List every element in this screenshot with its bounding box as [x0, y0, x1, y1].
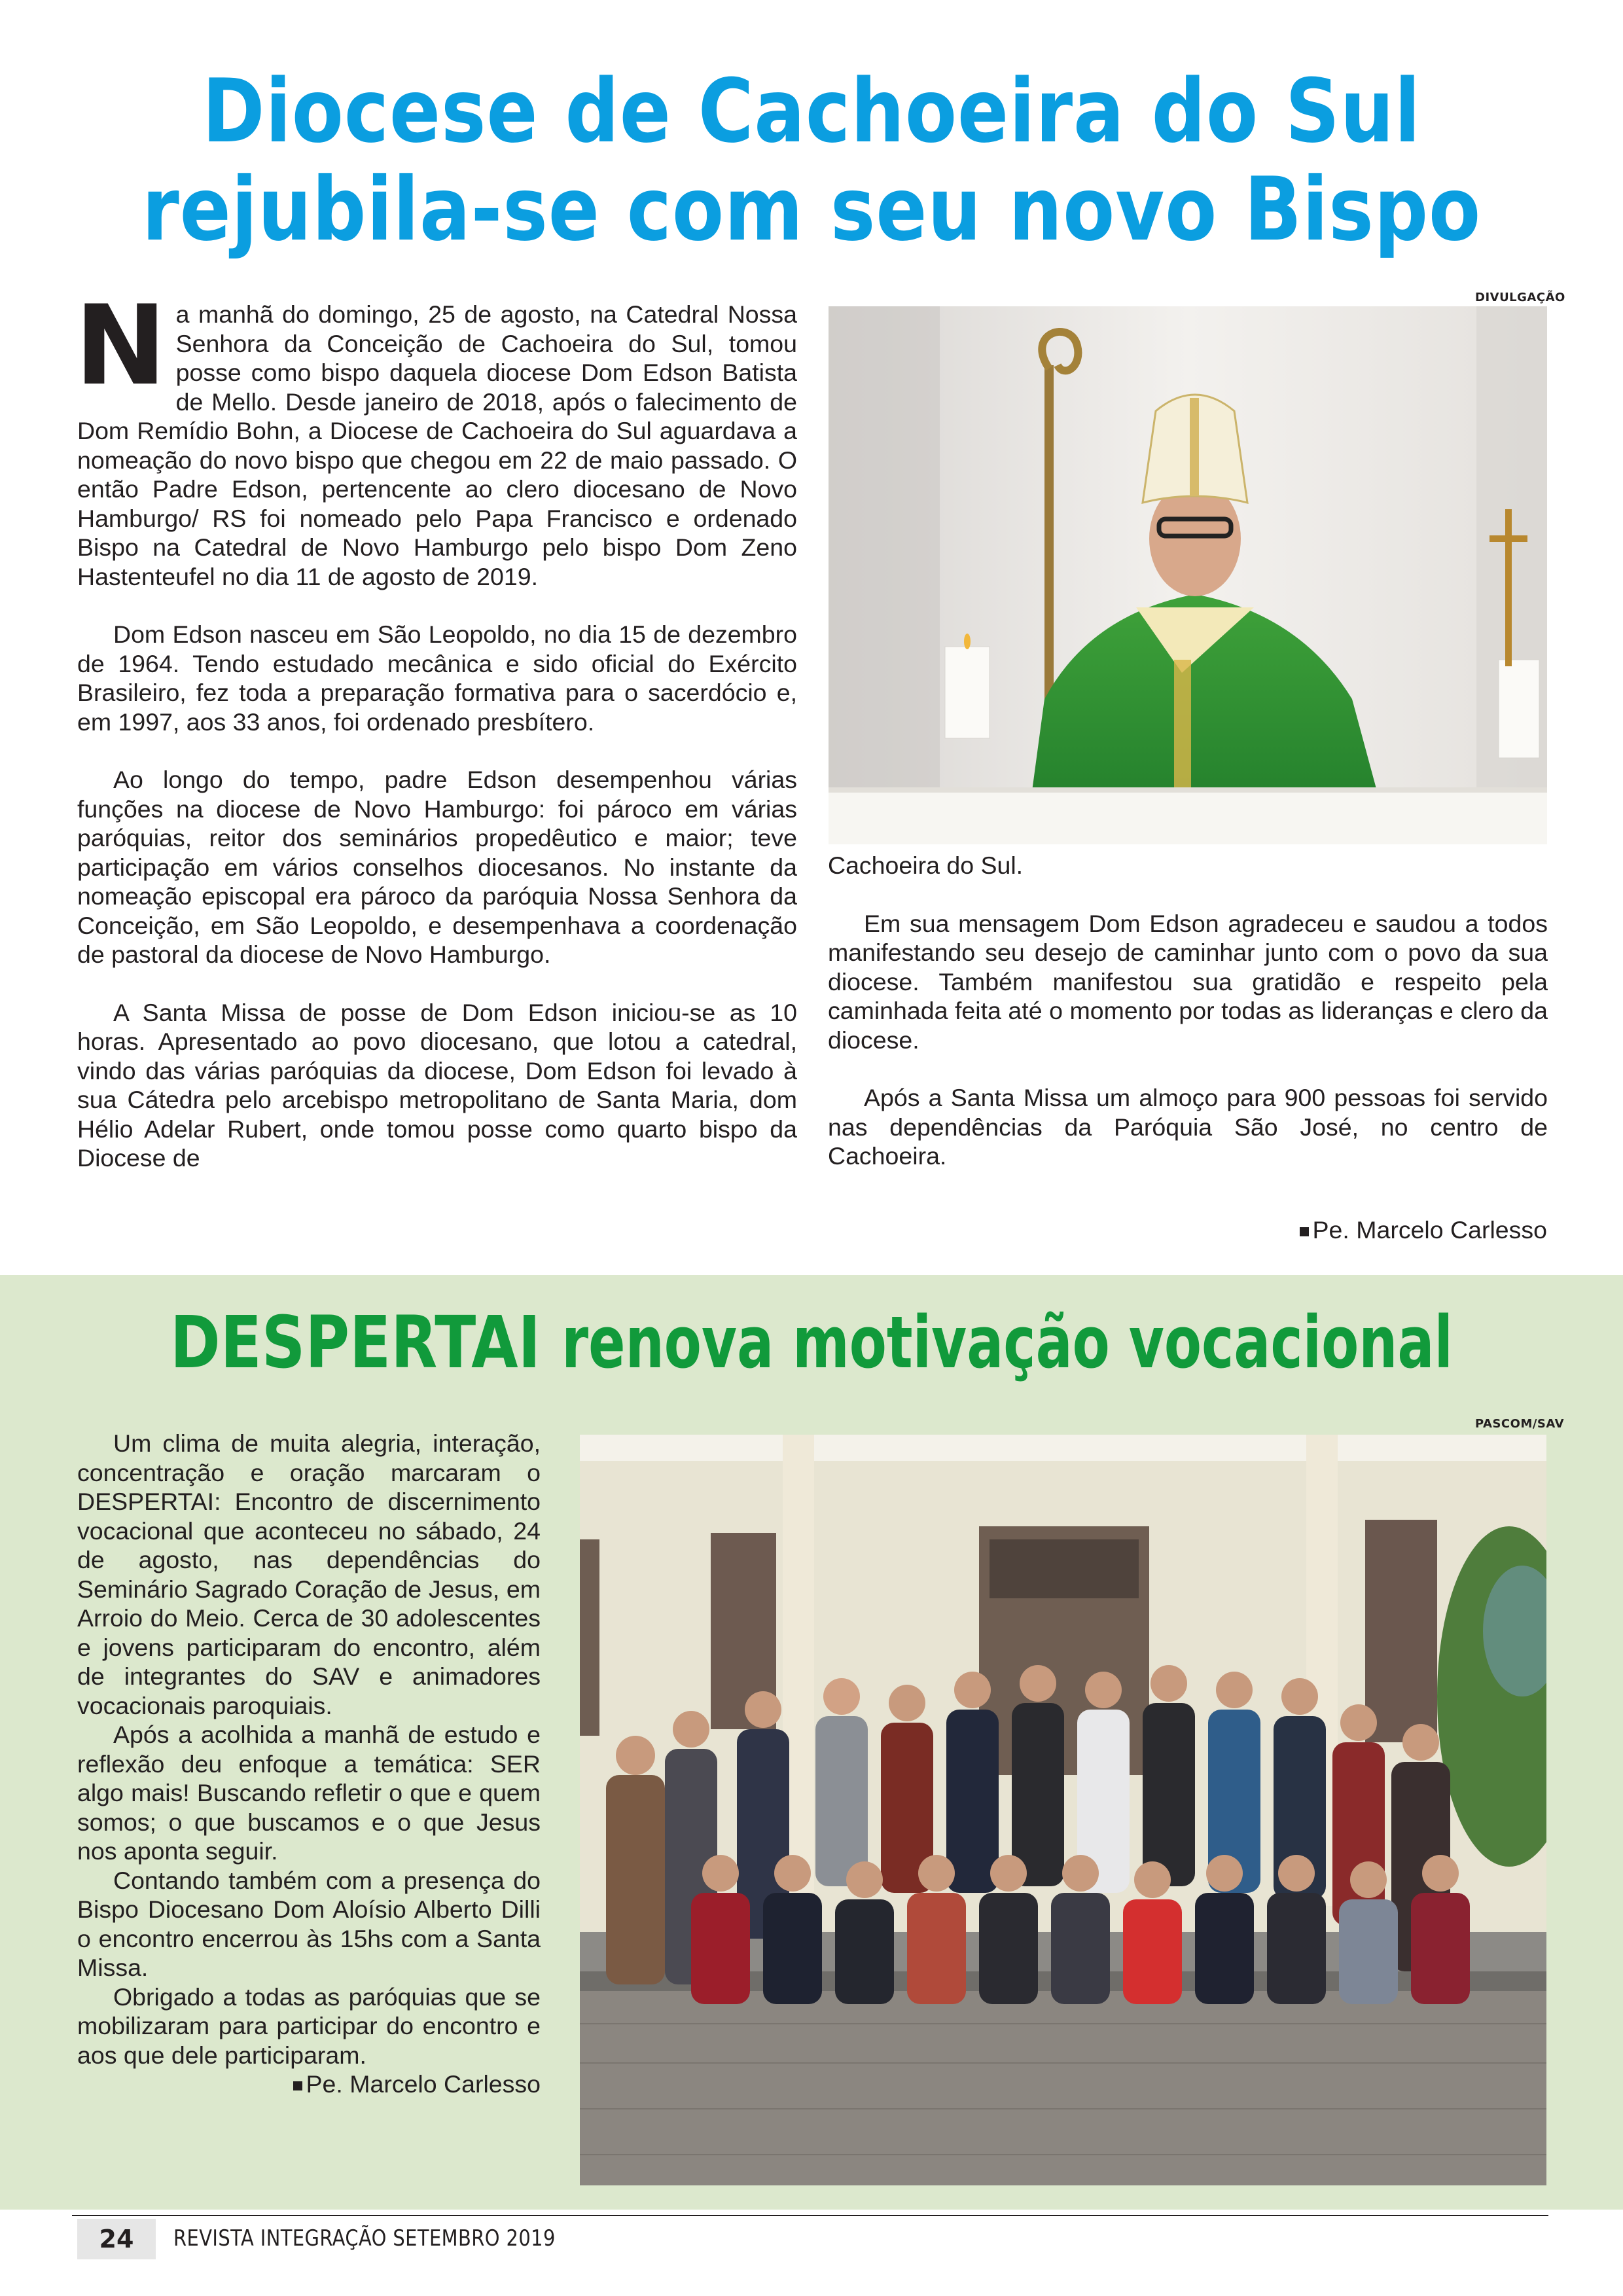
footer-rule [72, 2215, 1548, 2216]
article1-headline [114, 62, 1510, 259]
article1-author: Pe. Marcelo Carlesso [1300, 1216, 1547, 1244]
article2-paragraph-1: Um clima de muita alegria, interação, concentração e oração marcaram o DESPERTAI: Encontro de discernimento vocacional que aconteceu no sábado, 24 de agosto, nas dependências do Seminário Sagrado Coração de Jesus, em Arroio do Meio. Cerca de 30 adolescentes e jovens participaram do encontro, além de integrantes do SAV e animadores vocacionais paroquiais. [77, 1429, 541, 1719]
page-number: 24 [77, 2219, 156, 2259]
article1-paragraph-3: Ao longo do tempo, padre Edson desempenhou várias funções na diocese de Novo Hamburgo: foi pároco em várias paróquias, reitor dos seminários propedêutico e maior; teve participação em vários conselhos diocesanos. No instante da nomeação episcopal era pároco da paróquia Nossa Senhora da Conceição, em São Leopoldo, e desempenhava a coordenação de pastoral da diocese de Novo Hamburgo. [77, 766, 797, 968]
article1-column-1 [75, 281, 797, 1173]
article2-paragraph-3: Contando também com a presença do Bispo Diocesano Dom Aloísio Alberto Dilli o encontro encerrou às 15hs com a Santa Missa. [77, 1866, 541, 1981]
article1-paragraph-2: Dom Edson nasceu em São Leopoldo, no dia 15 de dezembro de 1964. Tendo estudado mecânica e sido oficial do Exército Brasileiro, fez toda a preparação formativa para o sacerdócio e, em 1997, aos 33 anos, foi ordenado presbítero. [77, 620, 797, 736]
photo2-credit: PASCOM/SAV [1475, 1417, 1565, 1431]
publication-name: REVISTA INTEGRAÇÃO SETEMBRO 2019 [173, 2225, 556, 2251]
square-bullet-icon [293, 2081, 302, 2090]
article1-paragraph-1: Na manhã do domingo, 25 de agosto, na Catedral Nossa Senhora da Conceição de Cachoeira do Sul, tomou posse como bispo daquela diocese Dom Edson Batista de Mello. Desde janeiro de 2018, após o falecimento de Dom Remídio Bohn, a Diocese de Cachoeira do Sul aguardava a nomeação do novo bispo que chegou em 22 de maio passado. O então Padre Edson, pertencente ao clero diocesano de Novo Hamburgo/ RS foi nomeado pelo Papa Francisco e ordenado Bispo na Catedral de Novo Hamburgo pelo bispo Dom Zeno Hastenteufel no dia 11 de agosto de 2019. [75, 281, 797, 590]
article2-headline [130, 1300, 1493, 1385]
group-photo [580, 1435, 1546, 2185]
article1-column-2 [828, 851, 1548, 1200]
headline-rest: renova motivação vocacional [562, 1300, 1453, 1384]
headline-line-2: rejubila-se com seu novo Bispo [141, 158, 1482, 260]
article2-column [77, 1429, 541, 2099]
bishop-photo [829, 306, 1547, 844]
article1-paragraph-4: A Santa Missa de posse de Dom Edson iniciou-se as 10 horas. Apresentado ao povo diocesano, que lotou a catedral, vindo das várias paróquias da diocese, Dom Edson foi levado à sua Cátedra pelo arcebispo metropolitano de Santa Maria, dom Hélio Adelar Rubert, onde tomou posse como quarto bispo da Diocese de [77, 998, 797, 1172]
article1-continuation: Cachoeira do Sul. [828, 852, 1024, 879]
article2-paragraph-4: Obrigado a todas as paróquias que se mobilizaram para participar do encontro e aos que dele participaram. [77, 1982, 541, 2069]
article1-paragraph-6: Após a Santa Missa um almoço para 900 pessoas foi servido nas dependências da Paróquia São José, no centro de Cachoeira. [828, 1084, 1548, 1170]
headline-line-1: Diocese de Cachoeira do Sul [202, 60, 1421, 162]
article1-paragraph-5: Em sua mensagem Dom Edson agradeceu e saudou a todos manifestando seu desejo de caminhar junto com o povo da sua diocese. Também manifestou sua gratidão e respeito pela caminhada feita até o momento por todas as lideranças e clero da diocese. [828, 909, 1548, 1054]
headline-strong: DESPERTAI [170, 1300, 541, 1384]
photo1-credit: DIVULGAÇÃO [1475, 291, 1565, 304]
dropcap: N [75, 281, 167, 410]
article2-paragraph-2: Após a acolhida a manhã de estudo e reflexão deu enfoque a temática: SER algo mais! Buscando refletir o que e quem somos; o que buscamos e o que Jesus nos aponta seguir. [77, 1721, 541, 1865]
article2-author: Pe. Marcelo Carlesso [77, 2070, 541, 2099]
square-bullet-icon [1300, 1227, 1309, 1236]
